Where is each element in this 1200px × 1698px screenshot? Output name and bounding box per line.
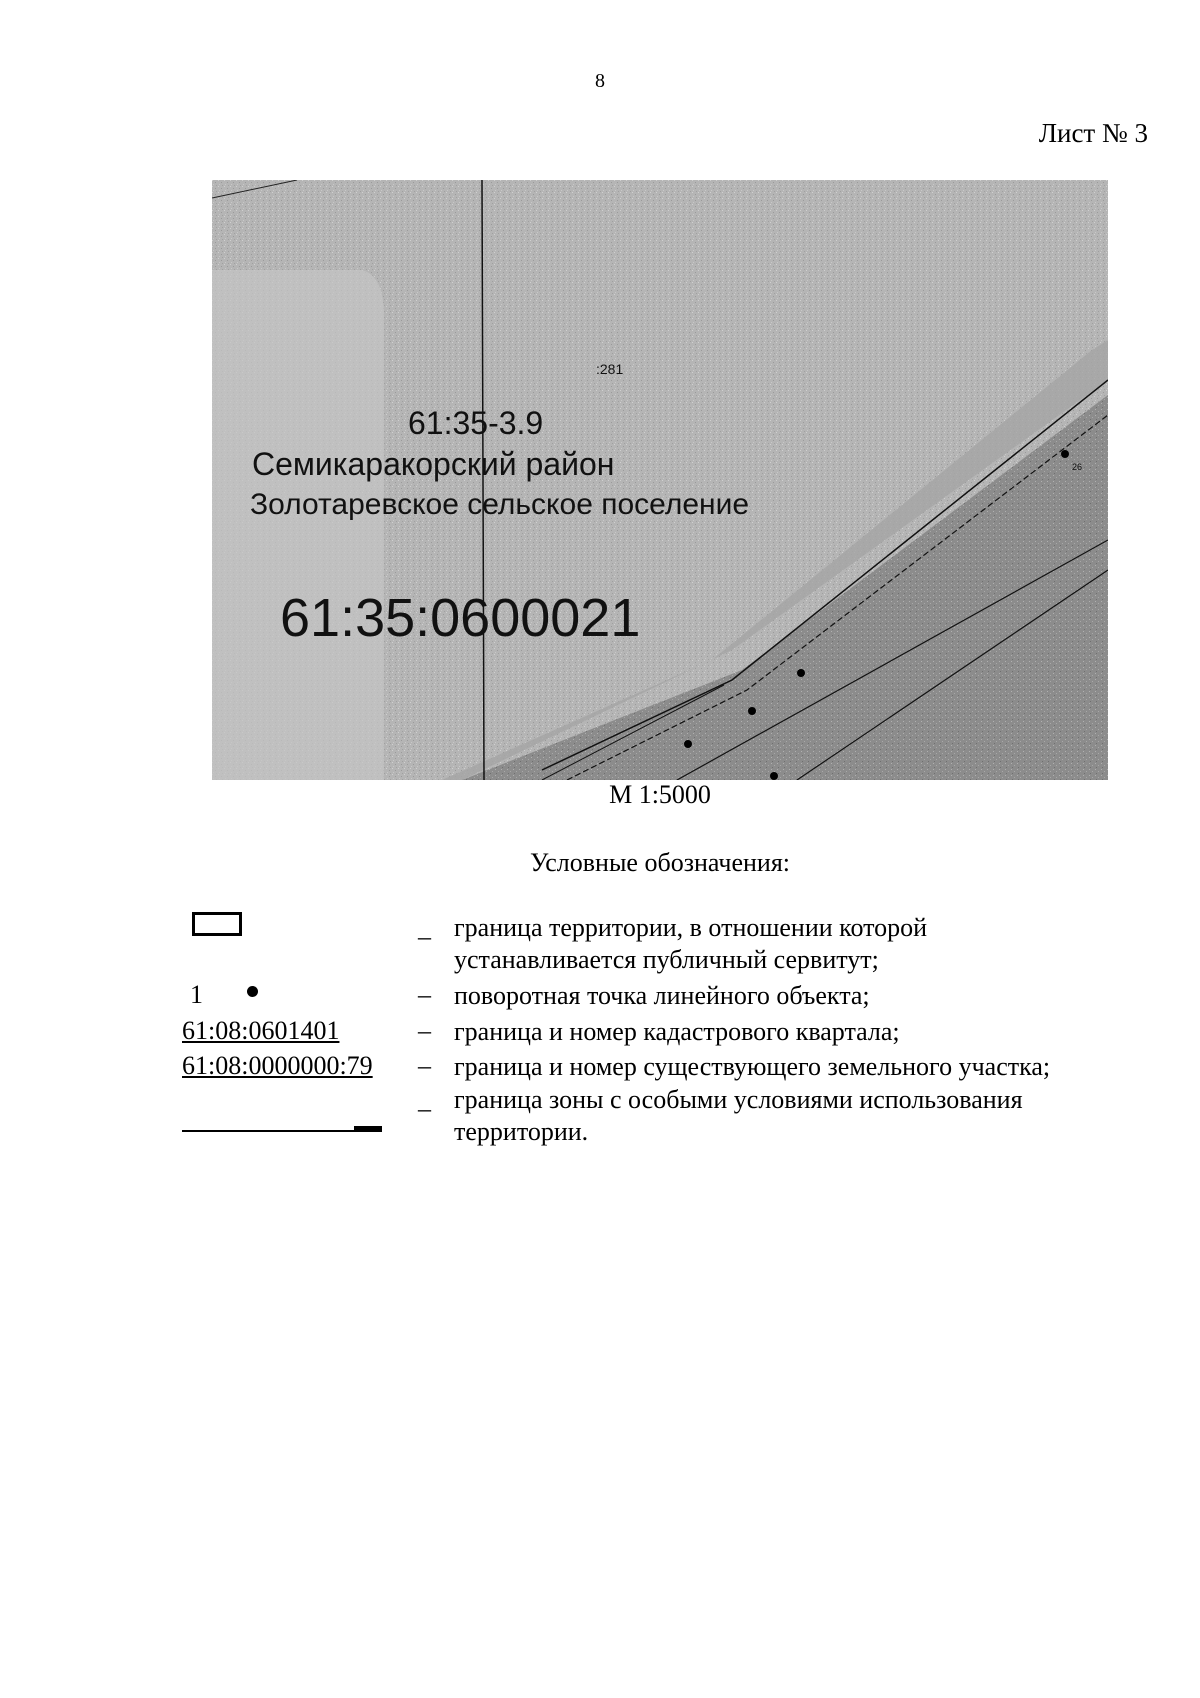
legend-text: граница территории, в отношении которой: [454, 913, 928, 942]
map-svg: [212, 180, 1108, 780]
parcel-label-281: :281: [596, 361, 624, 377]
sheet-label: Лист № 3: [1038, 118, 1148, 148]
legend-symbol: [190, 980, 258, 1010]
district-label: Семикаракорский район: [252, 446, 615, 482]
quarter-number-label: 61:35:0600021: [280, 588, 641, 648]
turning-point-marker: [797, 669, 805, 677]
legend-title: Условные обозначения:: [529, 848, 791, 877]
legend-dash: –: [418, 980, 431, 1009]
legend-dash: –: [418, 1051, 431, 1080]
legend-description: [454, 1084, 1134, 1148]
turning-point-marker: [748, 707, 756, 715]
legend-description: поворотная точка линейного объекта;: [454, 981, 870, 1010]
legend-dash: –: [418, 922, 431, 951]
legend-description: [454, 912, 1134, 976]
legend-description: граница и номер кадастрового квартала;: [454, 1017, 900, 1046]
legend-dash: –: [418, 1016, 431, 1045]
turning-point-marker: [684, 740, 692, 748]
map-scale: М 1:5000: [609, 780, 711, 809]
legend-text: устанавливается публичный сервитут;: [454, 945, 879, 974]
left-parcel: [212, 270, 384, 780]
servitude-boundary-symbol: [192, 912, 242, 936]
legend-symbol: 61:08:0601401: [182, 1016, 340, 1045]
zone-number-label: 61:35-3.9: [408, 405, 544, 441]
legend-dash: –: [418, 1094, 431, 1123]
legend-description: граница и номер существующего земельного участка;: [454, 1052, 1051, 1081]
legend-text: граница зоны с особыми условиями использования: [454, 1085, 1023, 1114]
special-zone-line-end: [354, 1126, 382, 1131]
turning-point-marker: [770, 772, 778, 780]
point-number: 1: [190, 980, 203, 1009]
legend-text: территории.: [454, 1117, 589, 1146]
turning-point-marker: [1061, 450, 1069, 458]
point-label: 26: [1072, 462, 1083, 472]
page-number: 8: [595, 70, 605, 92]
special-zone-line-symbol: [182, 1130, 382, 1132]
point-symbol: [247, 986, 258, 997]
settlement-label: Золотаревское сельское поселение: [250, 488, 750, 521]
legend-symbol: 61:08:0000000:79: [182, 1051, 373, 1080]
cadastral-map: [212, 180, 1108, 780]
